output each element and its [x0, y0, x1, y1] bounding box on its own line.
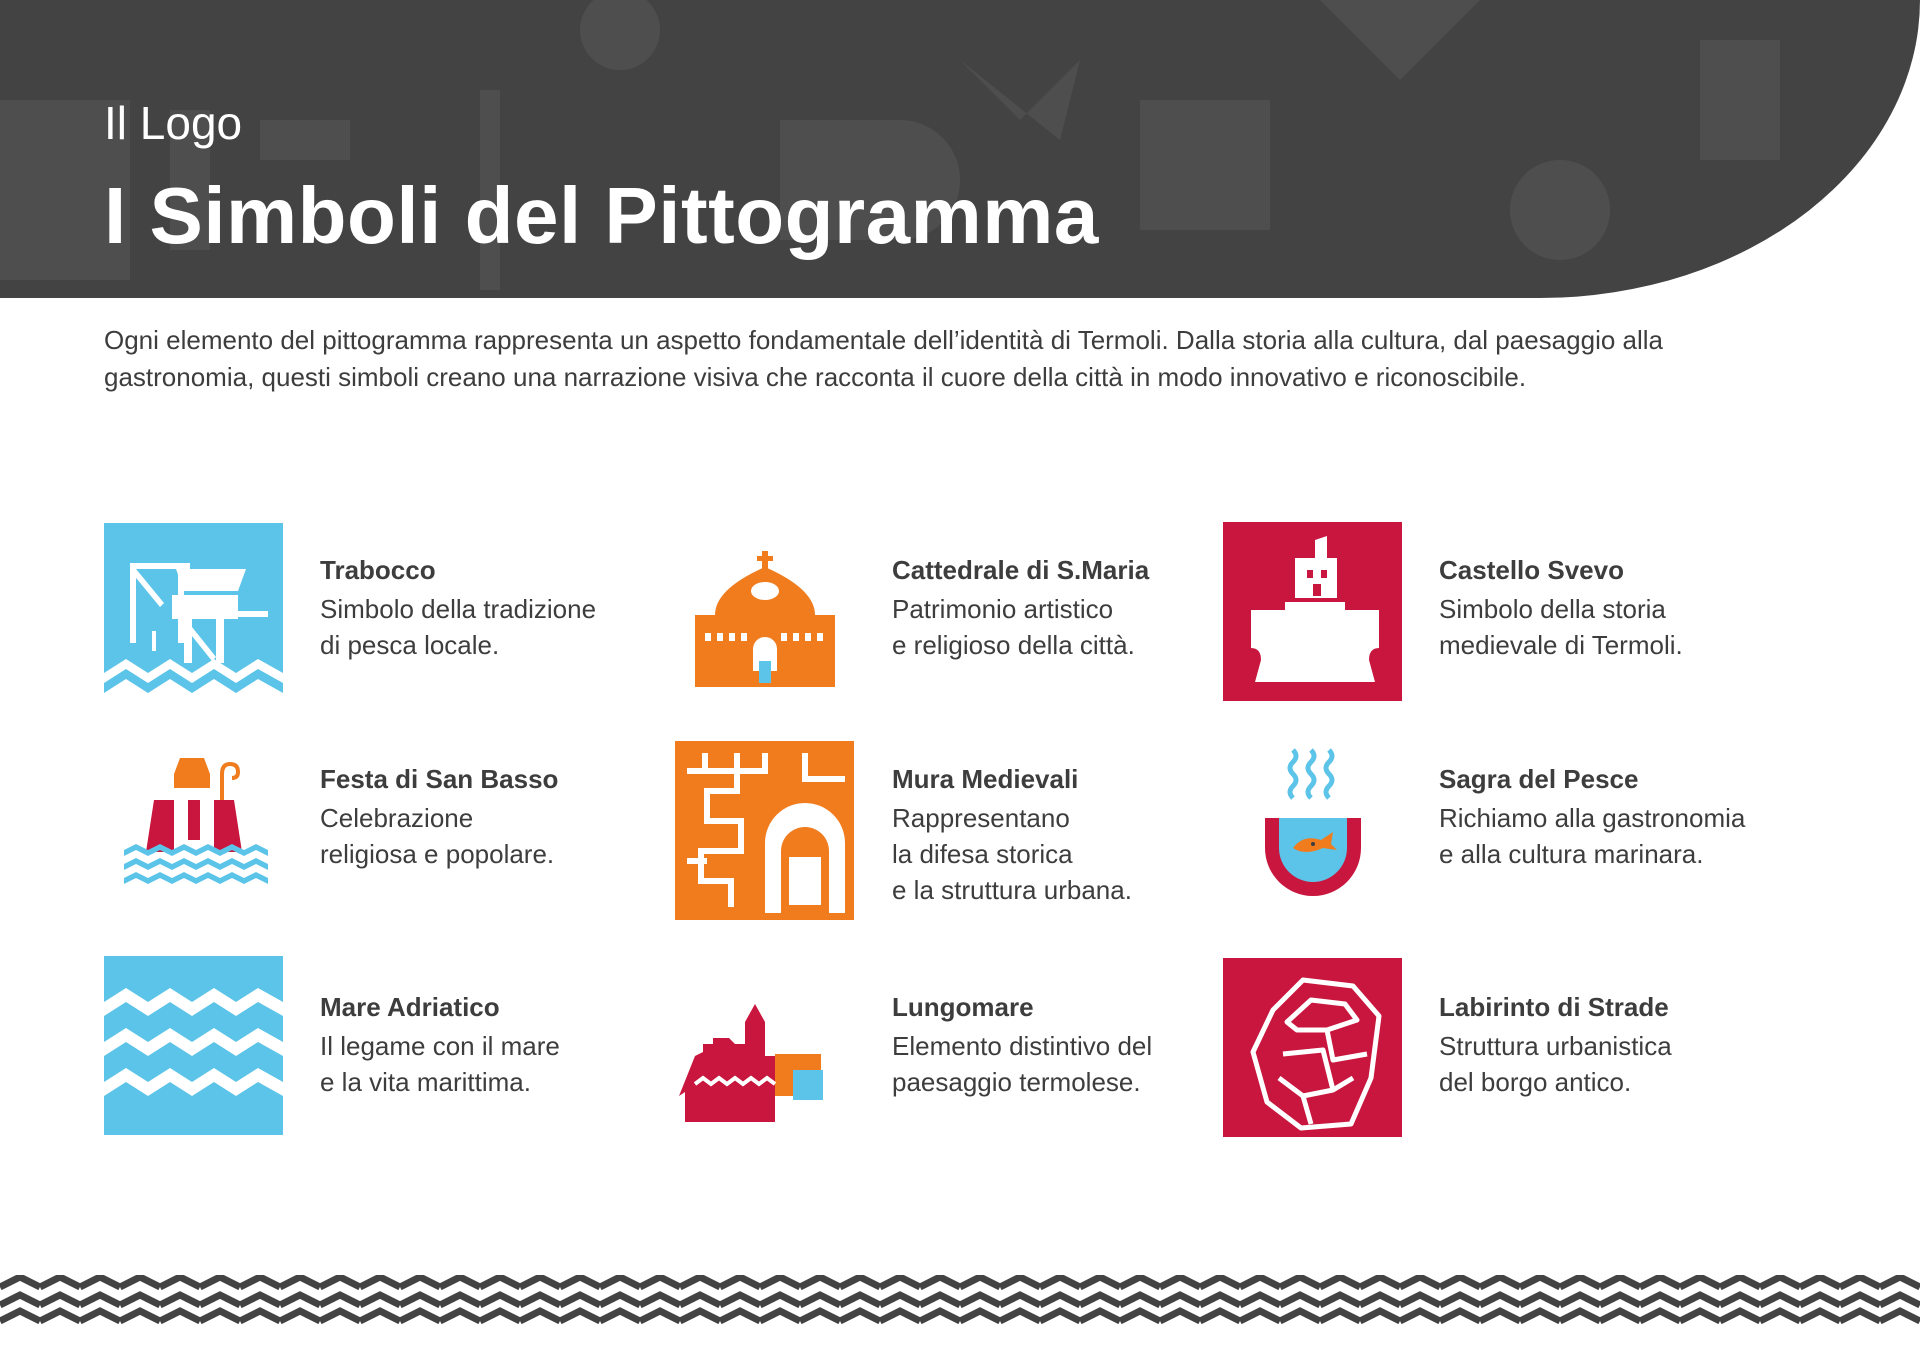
- symbol-title: Labirinto di Strade: [1439, 992, 1669, 1022]
- symbol-description: Rappresentano la difesa storica e la struttura urbana.: [892, 803, 1132, 905]
- symbol-title: Mare Adriatico: [320, 992, 500, 1022]
- page-title: I Simboli del Pittogramma: [104, 171, 1099, 260]
- symbol-description: Simbolo della storia medievale di Termoli.: [1439, 594, 1683, 660]
- symbol-description: Struttura urbanistica del borgo antico.: [1439, 1031, 1672, 1097]
- street-map-icon: [1223, 958, 1402, 1137]
- symbol-description: Il legame con il mare e la vita marittima.: [320, 1031, 560, 1097]
- sea-waves-icon: [104, 956, 283, 1135]
- symbol-description: Patrimonio artistico e religioso della città.: [892, 594, 1135, 660]
- symbol-title: Lungomare: [892, 992, 1034, 1022]
- symbol-title: Castello Svevo: [1439, 555, 1624, 585]
- symbol-title: Mura Medievali: [892, 764, 1079, 794]
- symbol-title: Cattedrale di S.Maria: [892, 555, 1150, 585]
- trabocco-icon: [104, 523, 283, 702]
- zigzag-border: [0, 1275, 1920, 1325]
- symbol-description: Celebrazione religiosa e popolare.: [320, 803, 555, 869]
- symbol-description: Richiamo alla gastronomia e alla cultura marinara.: [1439, 803, 1746, 869]
- seafront-icon: [675, 966, 854, 1145]
- section-kicker: Il Logo: [104, 97, 243, 149]
- intro-paragraph: Ogni elemento del pittogramma rappresenta un aspetto fondamentale dell’identità di Termoli. Dalla storia alla cultura, dal paesaggio alla gastronomia, questi simboli creano una narrazione visiva che racconta il cuore della città in modo innovativo e riconoscibile.: [104, 325, 1663, 392]
- header-banner: [0, 0, 1920, 298]
- symbol-title: Festa di San Basso: [320, 764, 559, 794]
- fish-bowl-icon: [1223, 740, 1402, 919]
- symbol-title: Trabocco: [320, 555, 436, 585]
- symbol-description: Elemento distintivo del paesaggio termolese.: [892, 1031, 1153, 1097]
- cathedral-icon: [675, 523, 854, 702]
- symbol-description: Simbolo della tradizione di pesca locale.: [320, 594, 597, 660]
- castle-icon: [1223, 522, 1402, 701]
- symbol-title: Sagra del Pesce: [1439, 764, 1639, 794]
- saint-boat-icon: [104, 740, 283, 919]
- walls-icon: [675, 741, 854, 920]
